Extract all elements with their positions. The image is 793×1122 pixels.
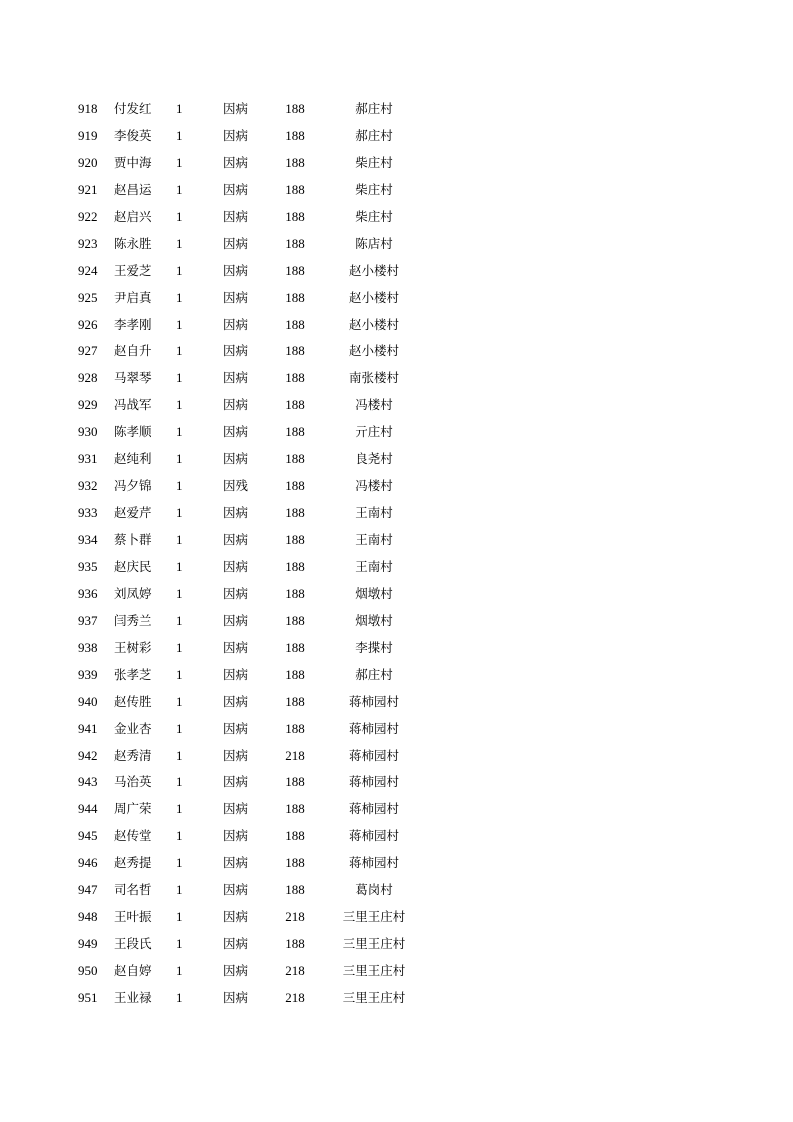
village-name: 蒋柿园村 <box>348 720 399 736</box>
aid-amount: 188 <box>285 639 305 655</box>
table-row <box>70 150 430 177</box>
recipient-name: 李俊英 <box>114 127 152 143</box>
aid-recipient-table <box>70 96 430 1012</box>
aid-amount: 188 <box>285 424 305 440</box>
aid-reason: 因病 <box>223 451 249 467</box>
row-number: 925 <box>78 289 98 305</box>
aid-amount: 188 <box>285 505 305 521</box>
household-count: 1 <box>176 235 183 251</box>
village-name: 良尧村 <box>355 451 393 467</box>
village-name: 赵小楼村 <box>348 262 399 278</box>
table-row <box>70 823 430 850</box>
aid-reason: 因病 <box>223 989 249 1005</box>
aid-amount: 188 <box>285 101 305 116</box>
household-count: 1 <box>176 424 183 440</box>
aid-reason: 因病 <box>223 558 249 574</box>
household-count: 1 <box>176 558 183 574</box>
aid-amount: 218 <box>285 963 305 978</box>
row-number: 942 <box>78 747 98 763</box>
household-count: 1 <box>176 774 183 790</box>
village-name: 南张楼村 <box>348 370 399 386</box>
aid-reason: 因病 <box>223 585 249 601</box>
household-count: 1 <box>176 963 183 978</box>
household-count: 1 <box>176 451 183 467</box>
household-count: 1 <box>176 612 183 628</box>
aid-reason: 因病 <box>223 154 249 170</box>
village-name: 赵小楼村 <box>348 343 399 359</box>
row-number: 930 <box>78 424 98 440</box>
aid-amount: 188 <box>285 343 305 359</box>
table-row <box>70 365 430 392</box>
aid-amount: 188 <box>285 855 305 871</box>
aid-amount: 188 <box>285 882 305 898</box>
aid-amount: 188 <box>285 774 305 790</box>
aid-reason: 因病 <box>223 343 249 359</box>
recipient-name: 陈孝顺 <box>114 424 152 440</box>
table-row <box>70 527 430 554</box>
aid-reason: 因病 <box>223 747 249 763</box>
village-name: 冯楼村 <box>355 478 393 494</box>
recipient-name: 张孝芝 <box>114 666 152 682</box>
row-number: 927 <box>78 343 98 359</box>
recipient-name: 赵自婷 <box>114 963 152 978</box>
village-name: 蒋柿园村 <box>348 801 399 817</box>
row-number: 936 <box>78 585 98 601</box>
table-row <box>70 904 430 931</box>
recipient-name: 王业禄 <box>114 989 152 1005</box>
household-count: 1 <box>176 397 183 413</box>
household-count: 1 <box>176 909 183 925</box>
recipient-name: 赵纯利 <box>114 451 152 467</box>
household-count: 1 <box>176 801 183 817</box>
table-row <box>70 608 430 635</box>
village-name: 亓庄村 <box>355 424 393 440</box>
recipient-name: 金业杏 <box>114 720 152 736</box>
aid-amount: 188 <box>285 801 305 817</box>
aid-amount: 188 <box>285 720 305 736</box>
village-name: 烟墩村 <box>355 585 393 601</box>
household-count: 1 <box>176 154 183 170</box>
household-count: 1 <box>176 101 183 116</box>
aid-reason: 因病 <box>223 693 249 709</box>
recipient-name: 李孝刚 <box>114 316 152 332</box>
table-row <box>70 96 430 123</box>
aid-amount: 188 <box>285 235 305 251</box>
row-number: 923 <box>78 235 98 251</box>
recipient-name: 王爱芝 <box>114 262 152 278</box>
row-number: 948 <box>78 909 98 925</box>
row-number: 928 <box>78 370 98 386</box>
village-name: 柴庄村 <box>355 181 393 197</box>
aid-amount: 188 <box>285 936 305 952</box>
recipient-name: 尹启真 <box>114 289 152 305</box>
aid-reason: 因病 <box>223 720 249 736</box>
aid-reason: 因病 <box>223 316 249 332</box>
village-name: 王南村 <box>355 558 393 574</box>
aid-reason: 因病 <box>223 370 249 386</box>
row-number: 951 <box>78 989 98 1005</box>
table-row <box>70 500 430 527</box>
recipient-name: 赵秀提 <box>114 855 152 871</box>
recipient-name: 赵庆民 <box>114 558 152 574</box>
aid-amount: 188 <box>285 181 305 197</box>
aid-reason: 因病 <box>223 801 249 817</box>
household-count: 1 <box>176 532 183 547</box>
table-row <box>70 796 430 823</box>
row-number: 944 <box>78 801 98 817</box>
recipient-name: 王叶振 <box>114 909 152 925</box>
recipient-name: 闫秀兰 <box>114 612 152 628</box>
village-name: 陈店村 <box>355 235 393 251</box>
village-name: 烟墩村 <box>355 612 393 628</box>
row-number: 934 <box>78 532 98 547</box>
aid-reason: 因病 <box>223 936 249 952</box>
household-count: 1 <box>176 666 183 682</box>
aid-reason: 因病 <box>223 639 249 655</box>
table-row <box>70 177 430 204</box>
recipient-name: 付发红 <box>114 101 152 116</box>
row-number: 950 <box>78 963 98 978</box>
table-row <box>70 716 430 743</box>
village-name: 柴庄村 <box>355 154 393 170</box>
aid-reason: 因病 <box>223 963 249 978</box>
household-count: 1 <box>176 316 183 332</box>
aid-reason: 因病 <box>223 127 249 143</box>
aid-amount: 188 <box>285 612 305 628</box>
recipient-name: 赵爱芹 <box>114 505 152 521</box>
village-name: 蒋柿园村 <box>348 828 399 844</box>
table-row <box>70 689 430 716</box>
row-number: 919 <box>78 127 98 143</box>
village-name: 三里王庄村 <box>342 963 406 978</box>
aid-amount: 218 <box>285 989 305 1005</box>
row-number: 920 <box>78 154 98 170</box>
aid-reason: 因病 <box>223 235 249 251</box>
household-count: 1 <box>176 639 183 655</box>
village-name: 蒋柿园村 <box>348 774 399 790</box>
row-number: 924 <box>78 262 98 278</box>
recipient-name: 王树彩 <box>114 639 152 655</box>
village-name: 蒋柿园村 <box>348 693 399 709</box>
table-row <box>70 123 430 150</box>
household-count: 1 <box>176 262 183 278</box>
aid-amount: 188 <box>285 262 305 278</box>
aid-amount: 188 <box>285 316 305 332</box>
aid-reason: 因病 <box>223 424 249 440</box>
row-number: 918 <box>78 101 98 116</box>
village-name: 李揲村 <box>355 639 393 655</box>
row-number: 926 <box>78 316 98 332</box>
table-row <box>70 204 430 231</box>
recipient-name: 赵启兴 <box>114 208 152 224</box>
table-row <box>70 931 430 958</box>
table-row <box>70 635 430 662</box>
aid-reason: 因病 <box>223 397 249 413</box>
row-number: 941 <box>78 720 98 736</box>
aid-reason: 因病 <box>223 289 249 305</box>
recipient-name: 陈永胜 <box>114 235 152 251</box>
aid-amount: 188 <box>285 585 305 601</box>
aid-reason: 因病 <box>223 774 249 790</box>
table-row <box>70 769 430 796</box>
aid-reason: 因病 <box>223 612 249 628</box>
village-name: 柴庄村 <box>355 208 393 224</box>
recipient-name: 马翠琴 <box>114 370 152 386</box>
recipient-name: 赵自升 <box>114 343 152 359</box>
table-row <box>70 446 430 473</box>
row-number: 935 <box>78 558 98 574</box>
table-row <box>70 285 430 312</box>
aid-reason: 因病 <box>223 666 249 682</box>
aid-reason: 因病 <box>223 909 249 925</box>
household-count: 1 <box>176 208 183 224</box>
recipient-name: 赵昌运 <box>114 181 152 197</box>
household-count: 1 <box>176 747 183 763</box>
aid-reason: 因病 <box>223 101 249 116</box>
row-number: 939 <box>78 666 98 682</box>
recipient-name: 马治英 <box>114 774 152 790</box>
aid-amount: 188 <box>285 397 305 413</box>
table-row <box>70 392 430 419</box>
household-count: 1 <box>176 127 183 143</box>
aid-reason: 因病 <box>223 262 249 278</box>
recipient-name: 冯夕锦 <box>114 478 152 494</box>
recipient-name: 司名哲 <box>114 882 152 898</box>
table-row <box>70 338 430 365</box>
aid-amount: 218 <box>285 747 305 763</box>
aid-amount: 188 <box>285 558 305 574</box>
household-count: 1 <box>176 343 183 359</box>
row-number: 932 <box>78 478 98 494</box>
row-number: 938 <box>78 639 98 655</box>
recipient-name: 贾中海 <box>114 154 152 170</box>
aid-amount: 188 <box>285 693 305 709</box>
recipient-name: 蔡卜群 <box>114 532 152 547</box>
aid-amount: 188 <box>285 208 305 224</box>
household-count: 1 <box>176 989 183 1005</box>
village-name: 赵小楼村 <box>348 289 399 305</box>
village-name: 赵小楼村 <box>348 316 399 332</box>
table-row <box>70 473 430 500</box>
household-count: 1 <box>176 828 183 844</box>
household-count: 1 <box>176 585 183 601</box>
aid-reason: 因残 <box>223 478 249 494</box>
household-count: 1 <box>176 693 183 709</box>
row-number: 949 <box>78 936 98 952</box>
village-name: 王南村 <box>355 532 393 547</box>
household-count: 1 <box>176 181 183 197</box>
table-row <box>70 877 430 904</box>
recipient-name: 赵传堂 <box>114 828 152 844</box>
village-name: 葛岗村 <box>355 882 393 898</box>
aid-amount: 188 <box>285 154 305 170</box>
village-name: 蒋柿园村 <box>348 747 399 763</box>
aid-reason: 因病 <box>223 208 249 224</box>
recipient-name: 王段氏 <box>114 936 152 952</box>
row-number: 943 <box>78 774 98 790</box>
row-number: 922 <box>78 208 98 224</box>
row-number: 945 <box>78 828 98 844</box>
aid-reason: 因病 <box>223 828 249 844</box>
village-name: 郝庄村 <box>355 666 393 682</box>
recipient-name: 周广荣 <box>114 801 152 817</box>
village-name: 冯楼村 <box>355 397 393 413</box>
household-count: 1 <box>176 882 183 898</box>
aid-reason: 因病 <box>223 505 249 521</box>
row-number: 921 <box>78 181 98 197</box>
aid-amount: 188 <box>285 370 305 386</box>
village-name: 三里王庄村 <box>342 936 406 952</box>
aid-amount: 188 <box>285 666 305 682</box>
table-row <box>70 850 430 877</box>
village-name: 郝庄村 <box>355 127 393 143</box>
household-count: 1 <box>176 289 183 305</box>
table-row <box>70 231 430 258</box>
household-count: 1 <box>176 505 183 521</box>
row-number: 946 <box>78 855 98 871</box>
table-row <box>70 258 430 285</box>
table-row <box>70 743 430 770</box>
village-name: 郝庄村 <box>355 101 393 116</box>
aid-amount: 188 <box>285 127 305 143</box>
aid-reason: 因病 <box>223 181 249 197</box>
row-number: 940 <box>78 693 98 709</box>
aid-amount: 188 <box>285 478 305 494</box>
row-number: 933 <box>78 505 98 521</box>
aid-amount: 218 <box>285 909 305 925</box>
table-row <box>70 554 430 581</box>
village-name: 蒋柿园村 <box>348 855 399 871</box>
table-row <box>70 419 430 446</box>
table-row <box>70 581 430 608</box>
household-count: 1 <box>176 370 183 386</box>
row-number: 929 <box>78 397 98 413</box>
village-name: 王南村 <box>355 505 393 521</box>
village-name: 三里王庄村 <box>342 989 406 1005</box>
aid-reason: 因病 <box>223 532 249 547</box>
row-number: 937 <box>78 612 98 628</box>
recipient-name: 赵传胜 <box>114 693 152 709</box>
aid-amount: 188 <box>285 828 305 844</box>
recipient-name: 刘凤婷 <box>114 585 152 601</box>
household-count: 1 <box>176 720 183 736</box>
table-row <box>70 958 430 985</box>
table-row <box>70 985 430 1012</box>
aid-reason: 因病 <box>223 882 249 898</box>
table-row <box>70 662 430 689</box>
aid-amount: 188 <box>285 451 305 467</box>
row-number: 931 <box>78 451 98 467</box>
aid-amount: 188 <box>285 289 305 305</box>
aid-amount: 188 <box>285 532 305 547</box>
table-row <box>70 312 430 339</box>
village-name: 三里王庄村 <box>342 909 406 925</box>
household-count: 1 <box>176 855 183 871</box>
household-count: 1 <box>176 478 183 494</box>
household-count: 1 <box>176 936 183 952</box>
aid-reason: 因病 <box>223 855 249 871</box>
recipient-name: 冯战军 <box>114 397 152 413</box>
row-number: 947 <box>78 882 98 898</box>
recipient-name: 赵秀清 <box>114 747 152 763</box>
